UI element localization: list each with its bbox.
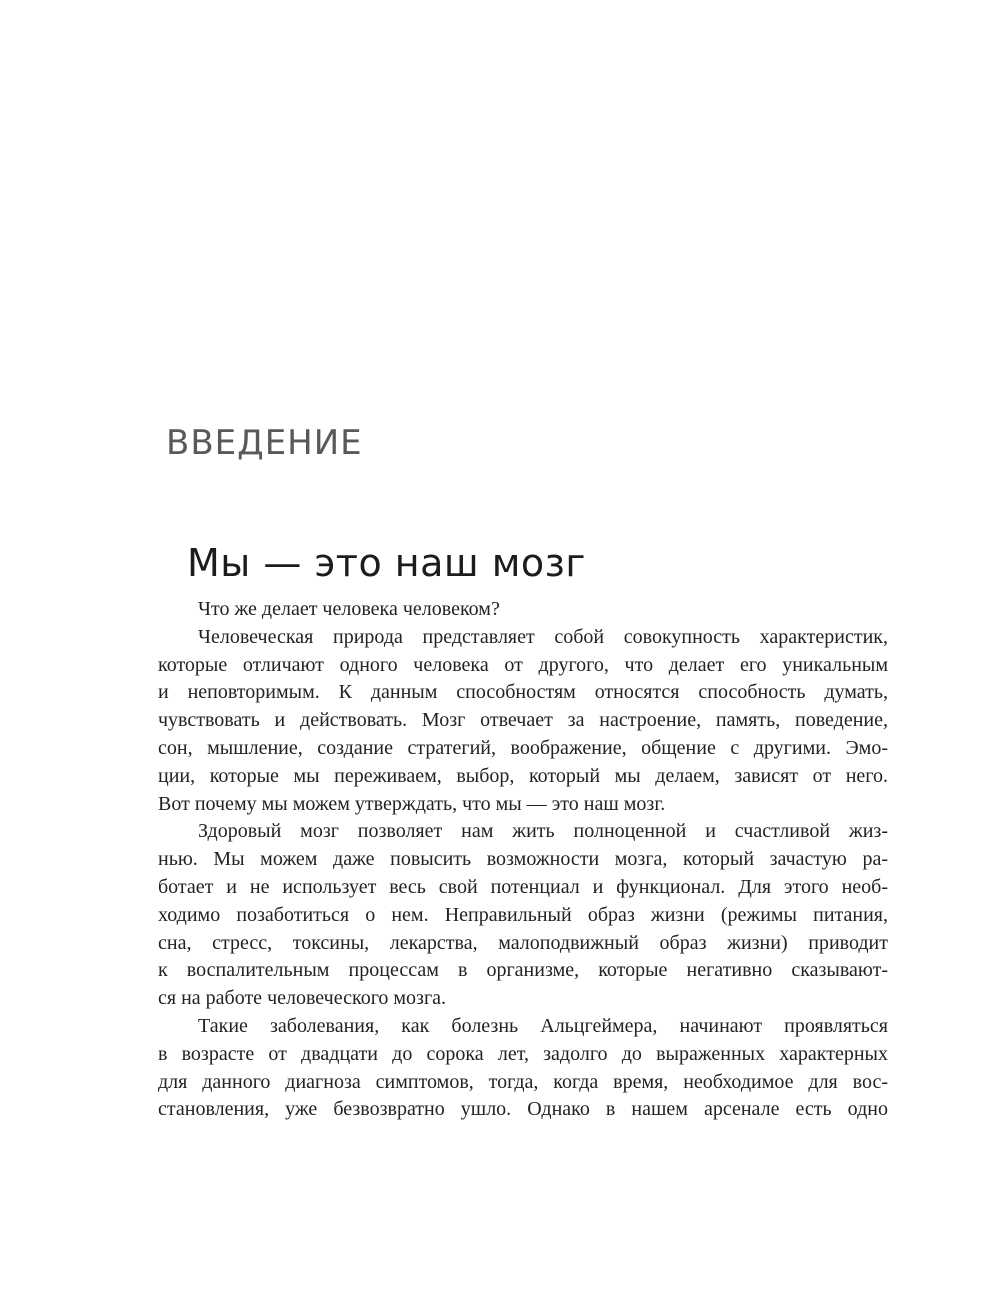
text-line: ции, которые мы переживаем, выбор, который мы делаем, зависят от него. [158, 764, 888, 787]
text-line: сна, стресс, токсины, лекарства, малоподвижный образ жизни) приводит [158, 931, 888, 954]
text-line: нью. Мы можем даже повысить возможности мозга, который зачастую ра- [158, 848, 888, 871]
text-line: Человеческая природа представляет собой совокупность характеристик, [198, 625, 888, 648]
text-line: Здоровый мозг позволяет нам жить полноценной и счастливой жиз- [198, 820, 888, 843]
text-line: ся на работе человеческого мозга. [158, 987, 447, 1010]
text-line: для данного диагноза симптомов, тогда, когда время, необходимое для вос- [158, 1070, 888, 1093]
text-line: сон, мышление, создание стратегий, воображение, общение с другими. Эмо- [158, 736, 888, 759]
chapter-title: ВВЕДЕНИЕ [166, 423, 363, 463]
text-line: Такие заболевания, как болезнь Альцгеймера, начинают проявляться [198, 1014, 888, 1037]
body-text [158, 596, 888, 1124]
text-line: и неповторимым. К данным способностям относятся способность думать, [158, 681, 888, 704]
text-line: ходимо позаботиться о нем. Неправильный образ жизни (режимы питания, [158, 903, 888, 926]
text-line: которые отличают одного человека от другого, что делает его уникальным [158, 653, 888, 676]
text-line: Что же делает человека человеком? [198, 598, 500, 620]
text-line: чувствовать и действовать. Мозг отвечает за настроение, память, поведение, [158, 709, 888, 732]
text-line: ботает и не использует весь свой потенциал и функционал. Для этого необ- [158, 875, 888, 898]
text-line: к воспалительным процессам в организме, которые негативно сказывают- [158, 959, 888, 982]
text-line: становления, уже безвозвратно ушло. Однако в нашем арсенале есть одно [158, 1098, 888, 1121]
section-title: Мы — это наш мозг [187, 541, 586, 585]
text-line: в возрасте от двадцати до сорока лет, задолго до выраженных характерных [158, 1042, 888, 1065]
text-line: Вот почему мы можем утверждать, что мы — это наш мозг. [158, 792, 666, 815]
